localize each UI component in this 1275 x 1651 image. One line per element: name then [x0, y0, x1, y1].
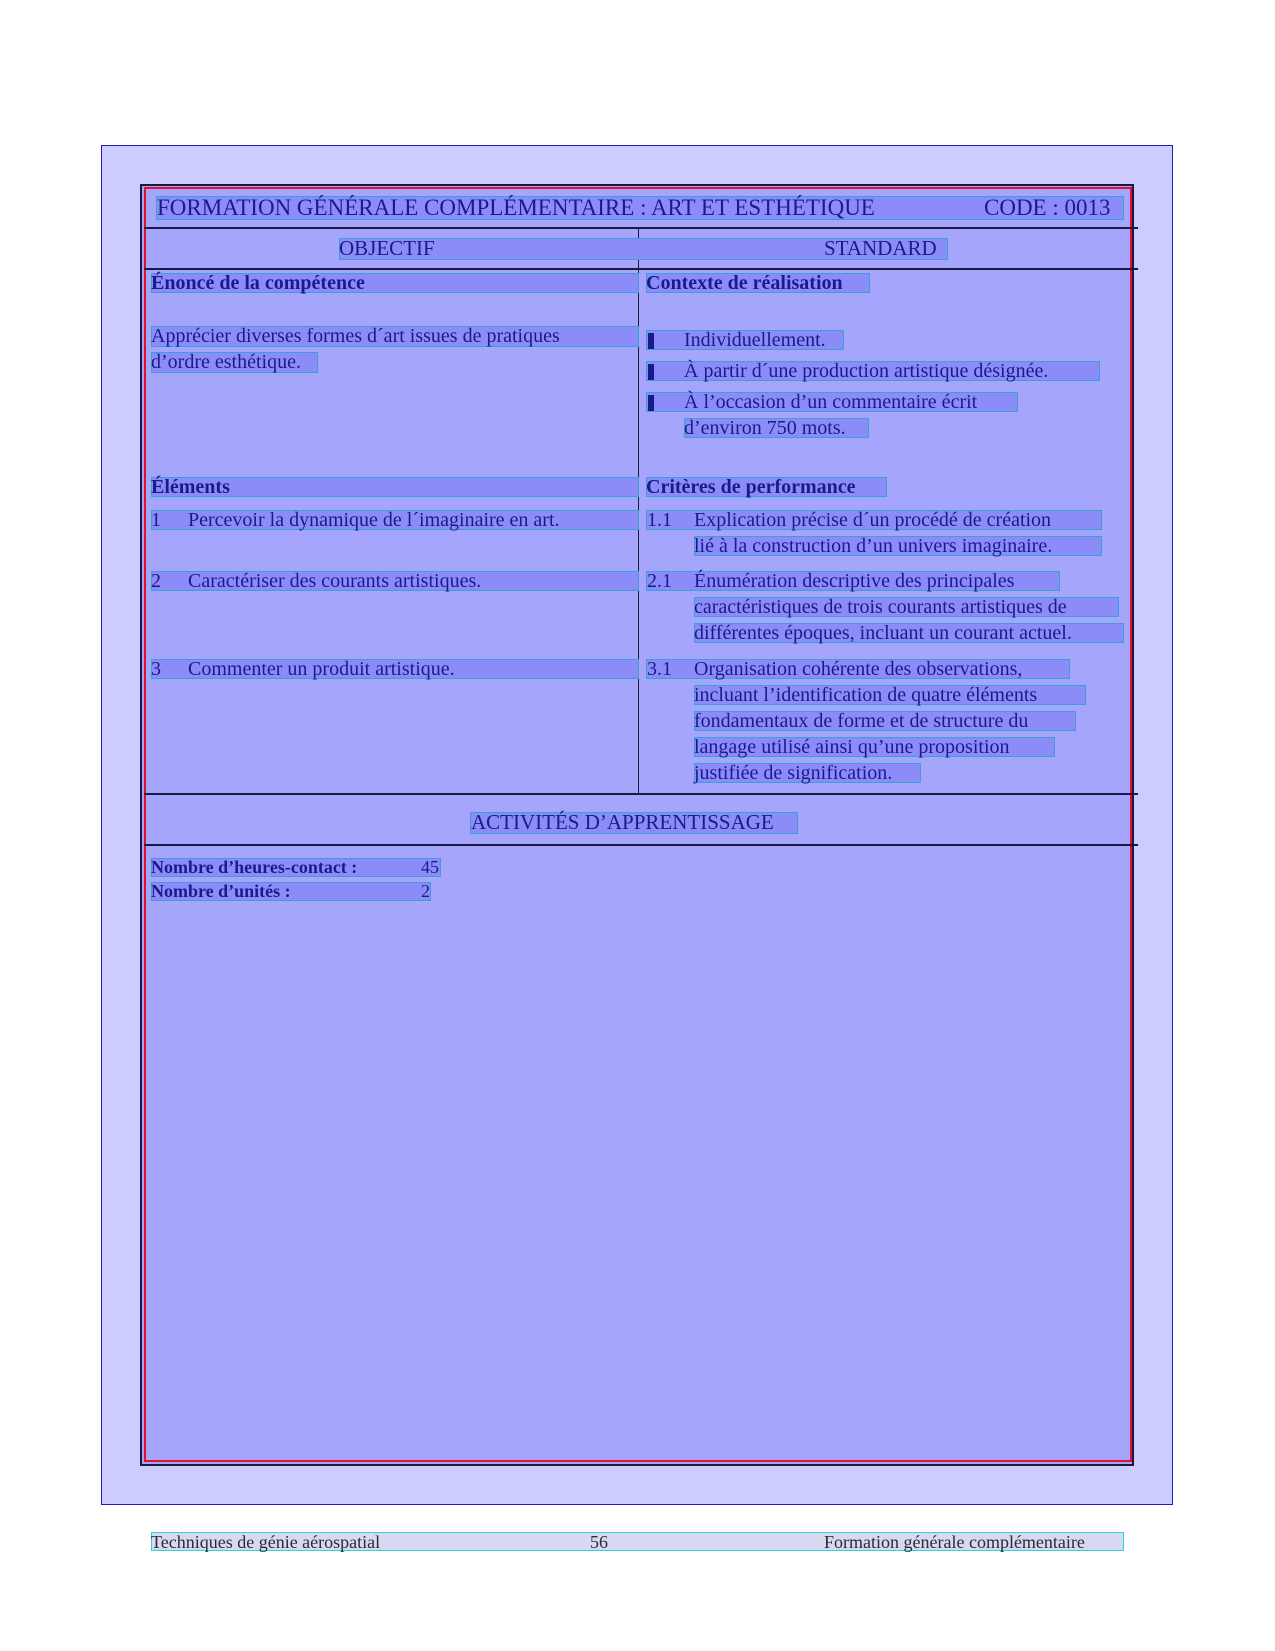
critere-line: justifiée de signification. — [694, 762, 893, 784]
bullet-icon — [648, 333, 654, 349]
element-text: Commenter un produit artistique. — [188, 658, 455, 680]
critere-line: Énumération descriptive des principales — [694, 570, 1015, 592]
column-header-standard: STANDARD — [824, 236, 937, 260]
contexte-item-3-line2: d’environ 750 mots. — [684, 417, 846, 439]
critere-number: 1.1 — [647, 509, 672, 531]
critere-line: Organisation cohérente des observations, — [694, 658, 1023, 680]
competence-heading: Énoncé de la compétence — [151, 272, 365, 294]
element-number: 1 — [151, 509, 161, 531]
elements-heading: Éléments — [151, 476, 230, 498]
contexte-item-1: Individuellement. — [684, 329, 826, 351]
bullet-icon — [648, 395, 654, 411]
competence-statement-line2: d’ordre esthétique. — [151, 351, 301, 373]
critere-line: caractéristiques de trois courants artistiques de — [694, 596, 1067, 618]
heures-label: Nombre d’heures-contact : — [151, 857, 358, 877]
course-code: CODE : 0013 — [984, 195, 1111, 220]
header-divider — [144, 227, 1138, 229]
element-number: 2 — [151, 570, 161, 592]
critere-number: 3.1 — [647, 658, 672, 680]
footer-program: Techniques de génie aérospatial — [151, 1532, 381, 1552]
critere-line: langage utilisé ainsi qu’une proposition — [694, 736, 1010, 758]
activites-bottom-divider — [144, 844, 1138, 846]
element-text: Caractériser des courants artistiques. — [188, 570, 482, 592]
bullet-icon — [648, 364, 654, 380]
critere-line: Explication précise d´un procédé de création — [694, 509, 1052, 531]
heures-value: 45 — [421, 857, 439, 877]
footer-page-number: 56 — [590, 1532, 608, 1552]
critere-number: 2.1 — [647, 570, 672, 592]
column-header-objectif: OBJECTIF — [339, 236, 435, 260]
critere-line: incluant l’identification de quatre éléments — [694, 684, 1038, 706]
activites-top-divider — [144, 793, 1138, 795]
competence-statement-line1: Apprécier diverses formes d´art issues de pratiques — [151, 325, 560, 347]
critere-line: lié à la construction d’un univers imaginaire. — [694, 535, 1053, 557]
element-text: Percevoir la dynamique de l´imaginaire en art. — [188, 509, 560, 531]
columns-divider — [144, 268, 1138, 270]
activites-heading: ACTIVITÉS D’APPRENTISSAGE — [471, 810, 774, 834]
unites-label: Nombre d’unités : — [151, 881, 291, 901]
contexte-item-2: À partir d´une production artistique désignée. — [684, 360, 1049, 382]
contexte-item-3-line1: À l’occasion d’un commentaire écrit — [684, 391, 978, 413]
page-title: FORMATION GÉNÉRALE COMPLÉMENTAIRE : ART ET ESTHÉTIQUE — [157, 195, 875, 220]
footer-section: Formation générale complémentaire — [824, 1532, 1085, 1552]
unites-value: 2 — [421, 881, 430, 901]
contexte-heading: Contexte de réalisation — [646, 272, 843, 294]
critere-line: différentes époques, incluant un courant actuel. — [694, 622, 1072, 644]
element-number: 3 — [151, 658, 161, 680]
critere-line: fondamentaux de forme et de structure du — [694, 710, 1029, 732]
criteres-heading: Critères de performance — [646, 476, 856, 498]
